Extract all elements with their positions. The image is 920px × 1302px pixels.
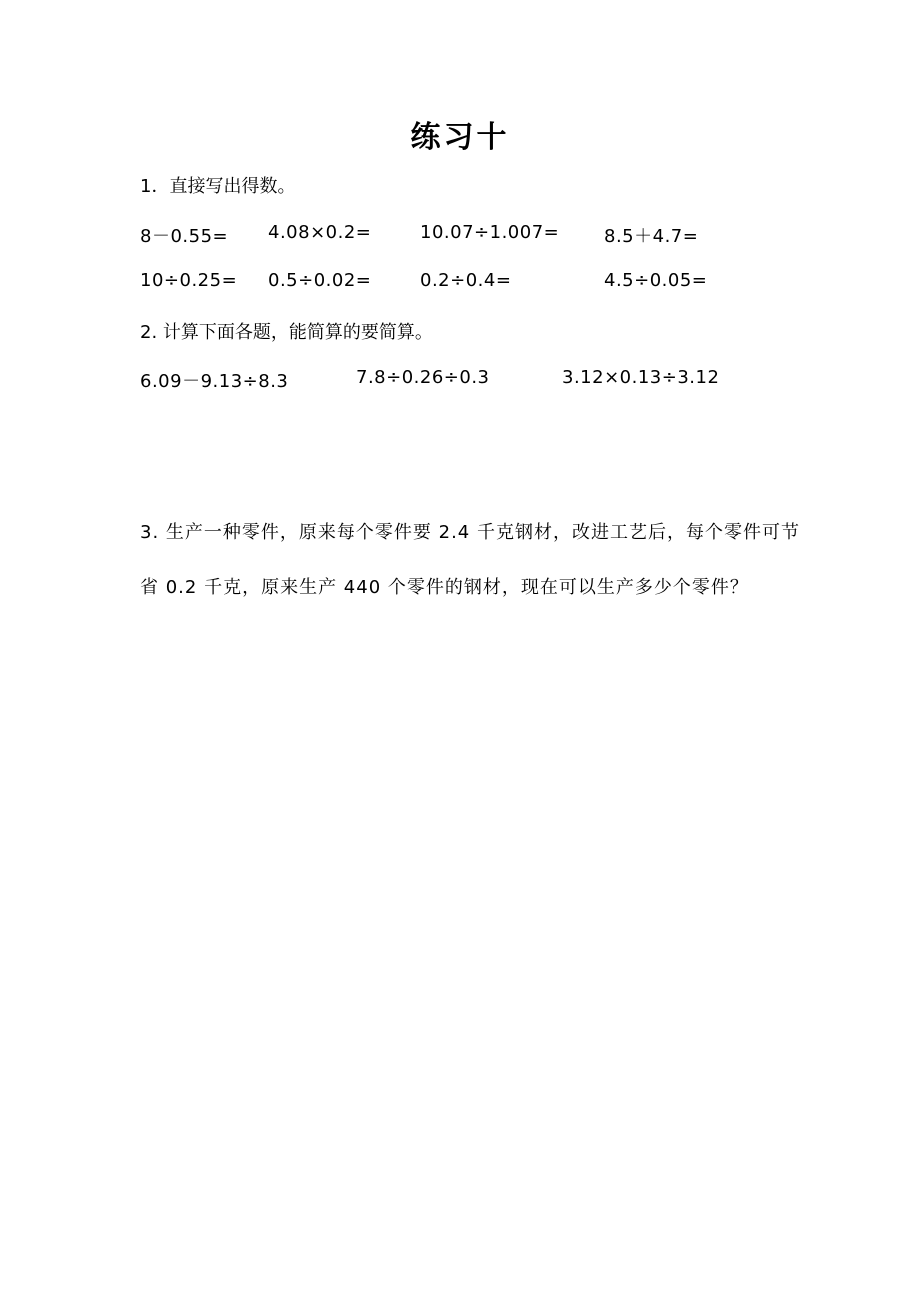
calc-item: 8－0.55= — [140, 226, 229, 247]
question-2-heading: 2. 计算下面各题，能简算的要简算。 — [140, 322, 433, 343]
calc-item: 10÷0.25= — [140, 270, 238, 291]
calc-item: 0.2÷0.4= — [420, 270, 512, 291]
calc-item: 0.5÷0.02= — [268, 270, 372, 291]
simplify-item: 7.8÷0.26÷0.3 — [356, 367, 490, 388]
question-3-text: 3. 生产一种零件，原来每个零件要 2.4 千克钢材，改进工艺后，每个零件可节省 0.2 千克，原来生产 440 个零件的钢材，现在可以生产多少个零件？ — [140, 522, 800, 598]
calc-item: 8.5＋4.7= — [604, 226, 699, 247]
calc-item: 10.07÷1.007= — [420, 222, 560, 243]
simplify-item: 3.12×0.13÷3.12 — [562, 367, 720, 388]
question-1-heading: 1．直接写出得数。 — [140, 176, 296, 197]
calc-item: 4.5÷0.05= — [604, 270, 708, 291]
simplify-item: 6.09－9.13÷8.3 — [140, 371, 289, 392]
page-title: 练习十 — [410, 120, 510, 155]
calc-item: 4.08×0.2= — [268, 222, 372, 243]
